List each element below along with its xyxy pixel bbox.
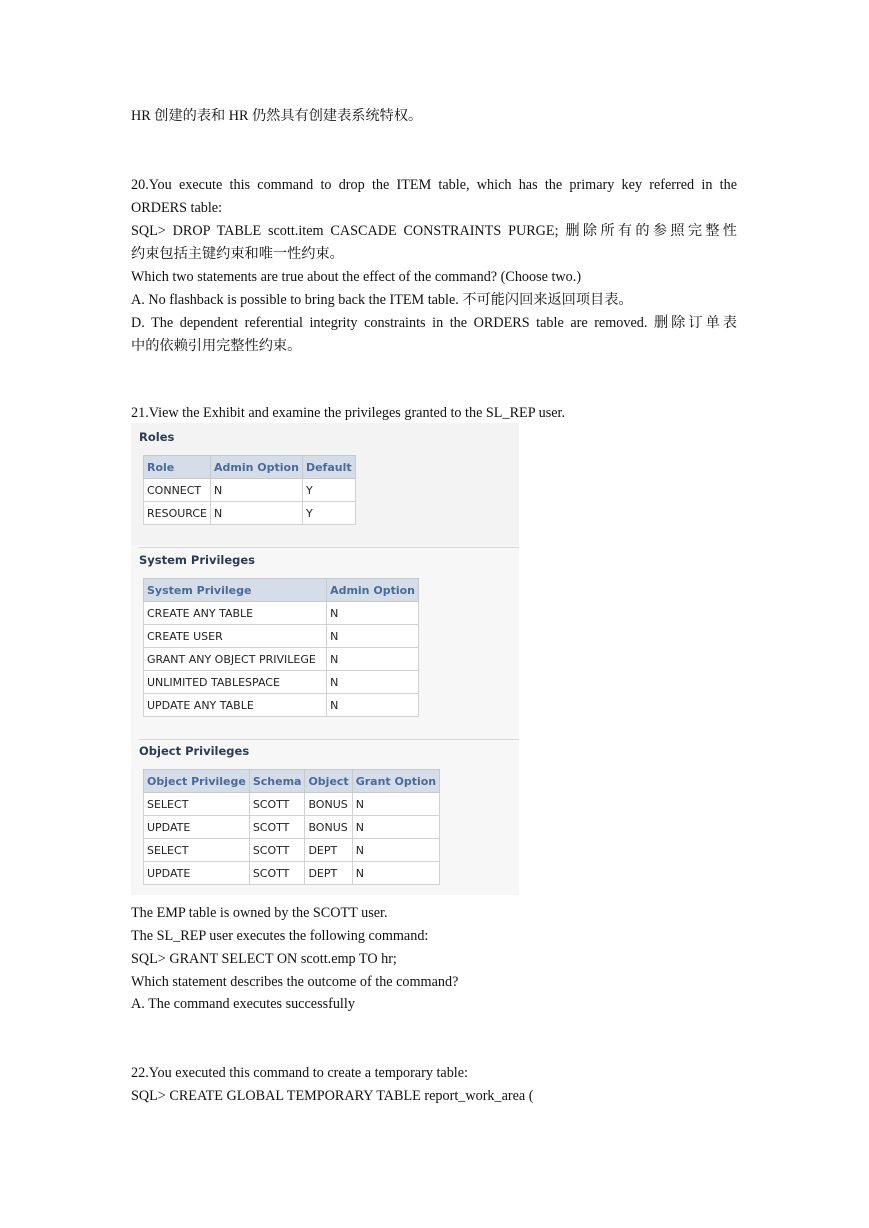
privileges-exhibit [131, 423, 519, 895]
text-line: HR 创建的表和 HR 仍然具有创建表系统特权。 [131, 108, 423, 124]
system-privileges-section-title: System Privileges [139, 553, 256, 567]
table-cell: N [352, 816, 439, 839]
column-header: System Privilege [144, 579, 327, 602]
text-line: The EMP table is owned by the SCOTT user. [131, 905, 388, 921]
object-privileges-section-title: Object Privileges [139, 744, 250, 758]
text-line: 中的依赖引用完整性约束。 [131, 338, 302, 354]
table-row [144, 671, 419, 694]
table-cell: BONUS [305, 793, 352, 816]
table-cell: CREATE USER [144, 625, 327, 648]
sql-command: SQL> DROP TABLE scott.item CASCADE CONSTRAINTS PURGE; 删除所有的参照完整性 [131, 223, 737, 239]
table-row [144, 793, 440, 816]
table-cell: UPDATE ANY TABLE [144, 694, 327, 717]
answer-a: A. The command executes successfully [131, 996, 355, 1012]
table-row [144, 839, 440, 862]
table-cell: SCOTT [249, 793, 305, 816]
table-cell: Y [302, 502, 355, 525]
column-header: Object [305, 770, 352, 793]
table-cell: SELECT [144, 793, 250, 816]
column-header: Object Privilege [144, 770, 250, 793]
roles-section-title: Roles [139, 430, 175, 444]
table-cell: UPDATE [144, 862, 250, 885]
table-row [144, 862, 440, 885]
column-header: Admin Option [327, 579, 419, 602]
table-row [144, 816, 440, 839]
table-cell: N [327, 648, 419, 671]
table-cell: UNLIMITED TABLESPACE [144, 671, 327, 694]
roles-table [143, 455, 356, 525]
question-prompt: Which two statements are true about the effect of the command? (Choose two.) [131, 269, 582, 285]
table-cell: DEPT [305, 839, 352, 862]
table-cell: N [327, 694, 419, 717]
object-privileges-table [143, 769, 440, 885]
table-row [144, 694, 419, 717]
table-cell: Y [302, 479, 355, 502]
sql-command: SQL> CREATE GLOBAL TEMPORARY TABLE report_work_area ( [131, 1088, 534, 1104]
table-cell: SCOTT [249, 816, 305, 839]
answer-d: D. The dependent referential integrity constraints in the ORDERS table are removed. 删除订单表 [131, 315, 737, 331]
text-line: 约束包括主键约束和唯一性约束。 [131, 246, 344, 262]
table-cell: RESOURCE [144, 502, 211, 525]
column-header: Role [144, 456, 211, 479]
question-21-text: 21.View the Exhibit and examine the privileges granted to the SL_REP user. [131, 405, 566, 421]
table-cell: SCOTT [249, 862, 305, 885]
table-cell: N [352, 862, 439, 885]
text-line: The SL_REP user executes the following command: [131, 928, 429, 944]
question-prompt: Which statement describes the outcome of the command? [131, 974, 459, 990]
table-cell: DEPT [305, 862, 352, 885]
table-cell: N [211, 479, 303, 502]
column-header: Grant Option [352, 770, 439, 793]
system-privileges-table [143, 578, 419, 717]
table-cell: N [352, 839, 439, 862]
table-cell: N [327, 602, 419, 625]
text-line: ORDERS table: [131, 200, 223, 216]
table-cell: N [327, 625, 419, 648]
question-22-text: 22.You executed this command to create a temporary table: [131, 1065, 468, 1081]
table-cell: SELECT [144, 839, 250, 862]
table-cell: BONUS [305, 816, 352, 839]
column-header: Default [302, 456, 355, 479]
table-row [144, 479, 356, 502]
sql-command: SQL> GRANT SELECT ON scott.emp TO hr; [131, 951, 397, 967]
column-header: Admin Option [211, 456, 303, 479]
table-cell: SCOTT [249, 839, 305, 862]
table-row [144, 625, 419, 648]
table-row [144, 602, 419, 625]
table-row [144, 648, 419, 671]
table-cell: N [327, 671, 419, 694]
question-20-text: 20.You execute this command to drop the ITEM table, which has the primary key referred in the [131, 177, 737, 193]
table-cell: GRANT ANY OBJECT PRIVILEGE [144, 648, 327, 671]
table-cell: N [211, 502, 303, 525]
table-cell: UPDATE [144, 816, 250, 839]
table-cell: CONNECT [144, 479, 211, 502]
column-header: Schema [249, 770, 305, 793]
table-cell: N [352, 793, 439, 816]
table-cell: CREATE ANY TABLE [144, 602, 327, 625]
table-row [144, 502, 356, 525]
section-divider [139, 547, 519, 548]
section-divider [139, 739, 519, 740]
answer-a: A. No flashback is possible to bring back the ITEM table. 不可能闪回来返回项目表。 [131, 292, 633, 308]
